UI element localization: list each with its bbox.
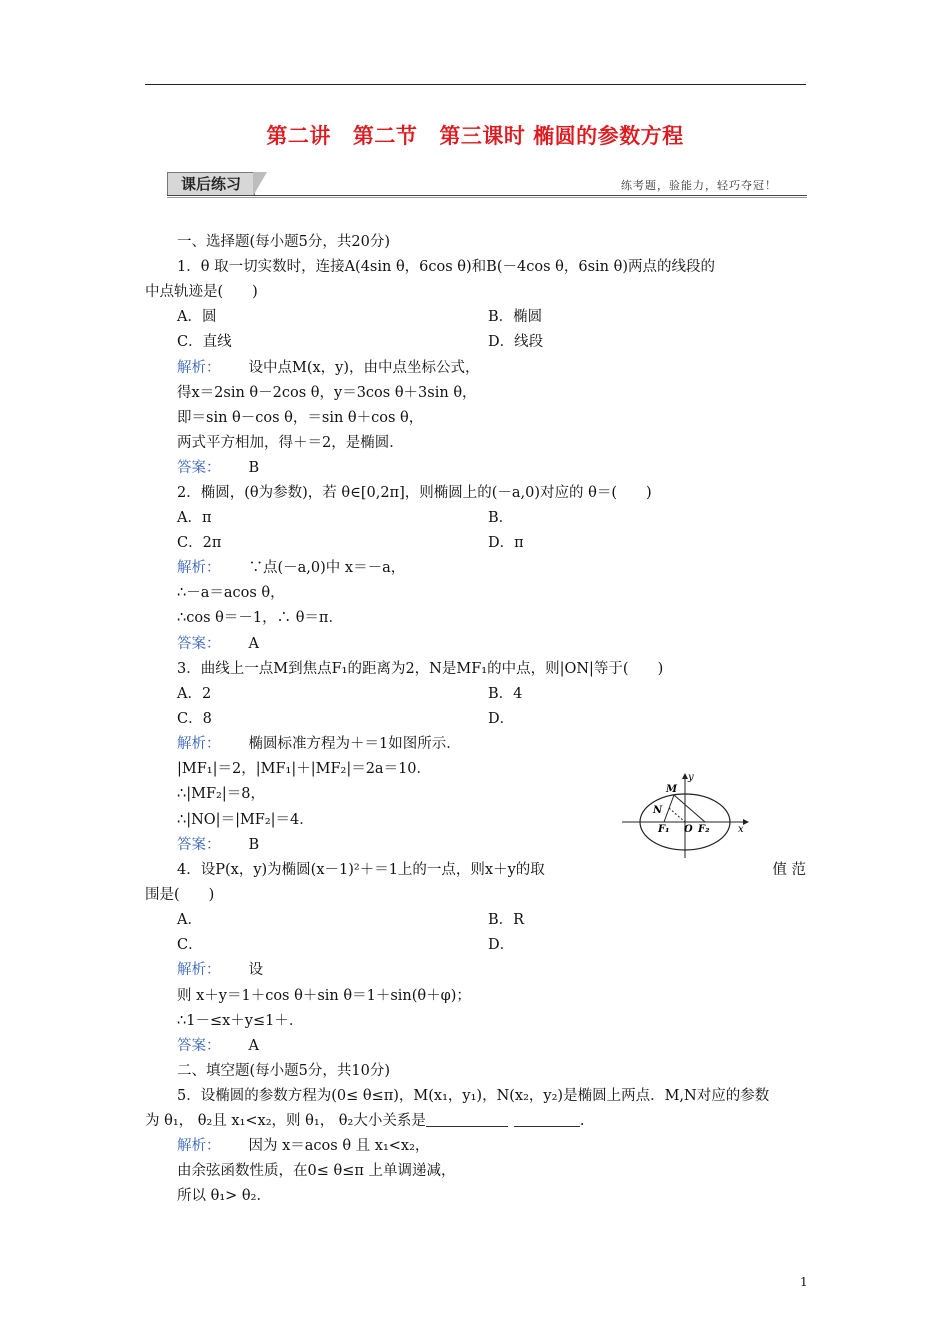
q4-solution-text: 设 (248, 962, 263, 978)
q1-option-b: B．椭圆 (488, 309, 543, 325)
q2-solution-3: ∴cos θ＝－1，∴ θ＝π． (177, 610, 343, 626)
q2-stem: 2．椭圆，(θ为参数)，若 θ∈[0,2π]，则椭圆上的(－a,0)对应的 θ＝( ) (177, 485, 652, 501)
section-heading-choice: 一、选择题(每小题5分，共20分) (177, 234, 390, 250)
answer-label: 答案： (177, 460, 221, 476)
q5-solution-1 (177, 1136, 429, 1156)
q5-answer-blank[interactable] (426, 1112, 508, 1127)
q2-solution-2: ∴－a＝acos θ， (177, 585, 285, 601)
top-rule (145, 84, 806, 85)
solution-label: 解析： (177, 1138, 221, 1154)
solution-label: 解析： (177, 736, 221, 752)
q4-stem-right: 值 范 (772, 862, 806, 878)
q4-solution-2: 则 x＋y＝1＋cos θ＋sin θ＝1＋sin(θ＋φ)； (177, 988, 471, 1004)
q3-stem: 3．曲线上一点M到焦点F₁的距离为2，N是MF₁的中点，则|ON|等于( ) (177, 661, 664, 677)
q1-solution-4: 两式平方相加，得＋＝2，是椭圆． (177, 435, 404, 451)
q1-solution-1 (177, 358, 480, 378)
section-heading-fill: 二、填空题(每小题5分，共10分) (177, 1063, 390, 1079)
answer-label: 答案： (177, 636, 221, 652)
q3-option-c: C．8 (177, 711, 212, 727)
label-m: M (666, 784, 678, 795)
q2-option-d: D．π (488, 535, 524, 551)
label-n: N (653, 805, 663, 816)
q1-option-a: A．圆 (177, 309, 217, 325)
q3-answer (177, 835, 259, 855)
page-number: 1 (800, 1275, 808, 1289)
banner-line-secondary (167, 197, 807, 198)
q5-stem-end: . (579, 1113, 585, 1129)
q4-solution-1 (177, 960, 263, 980)
title-section: 第二节 (352, 123, 418, 148)
solution-label: 解析： (177, 560, 221, 576)
q3-solution-text: 椭圆标准方程为＋＝1如图所示． (248, 736, 461, 752)
q5-solution-3: 所以 θ₁> θ₂． (177, 1188, 271, 1204)
q2-answer-value: A (248, 636, 259, 652)
label-f2: F₂ (698, 824, 710, 835)
q1-option-c: C．直线 (177, 334, 232, 350)
q2-answer (177, 634, 259, 654)
solution-label: 解析： (177, 360, 221, 376)
label-o: O (684, 824, 693, 835)
answer-label: 答案： (177, 1038, 221, 1054)
q4-option-c: C． (177, 937, 203, 953)
q3-option-a: A．2 (177, 686, 212, 702)
q4-answer (177, 1036, 259, 1056)
q3-option-d: D． (488, 711, 515, 727)
q2-solution-1 (177, 558, 405, 578)
q2-option-a: A．π (177, 510, 212, 526)
banner-slogan: 练考题，验能力，轻巧夺冠！ (621, 179, 777, 192)
q4-option-d: D． (488, 937, 515, 953)
q5-stem-cont (145, 1111, 584, 1131)
exercise-tab: 课后练习 (167, 172, 255, 196)
q4-option-a: A． (177, 912, 202, 928)
page-title (0, 120, 950, 150)
q4-solution-3: ∴1－≤x＋y≤1＋． (177, 1013, 304, 1029)
q4-option-b: B．R (488, 912, 525, 928)
q1-option-d: D．线段 (488, 334, 544, 350)
segment-no (669, 808, 685, 822)
exercise-banner (167, 172, 807, 198)
q3-solution-3: ∴|MF₂|＝8， (177, 786, 265, 802)
q1-stem: 1．θ 取一切实数时，连接A(4sin θ，6cos θ)和B(－4cos θ，6sin θ)两点的线段的 (177, 259, 715, 275)
q4-stem-cont: 围是( ) (145, 887, 215, 903)
label-f1: F₁ (658, 824, 670, 835)
q1-answer-value: B (248, 460, 260, 476)
q2-solution-text: ∵点(－a,0)中 x＝－a， (248, 560, 406, 576)
title-lecture: 第二讲 (266, 123, 331, 148)
q1-solution-3: 即＝sin θ－cos θ，＝sin θ＋cos θ， (177, 410, 424, 426)
segment-mf2 (674, 795, 705, 822)
tab-wedge (253, 172, 267, 196)
banner-line (167, 195, 807, 196)
q5-stem: 5．设椭圆的参数方程为(0≤ θ≤π)，M(x₁，y₁)，N(x₂，y₂)是椭圆上两点．M,N对应的参数 (177, 1088, 770, 1104)
q4-stem (177, 860, 806, 880)
title-lesson: 第三课时 椭圆的参数方程 (439, 123, 684, 148)
q1-solution-2: 得x＝2sin θ－2cos θ，y＝3cos θ＋3sin θ， (177, 385, 477, 401)
q5-solution-2: 由余弦函数性质，在0≤ θ≤π 上单调递减， (177, 1163, 456, 1179)
q3-answer-value: B (248, 837, 260, 853)
q1-solution-text: 设中点M(x，y)，由中点坐标公式， (248, 360, 480, 376)
q2-option-b: B． (488, 510, 514, 526)
label-x: x (738, 824, 744, 835)
answer-label: 答案： (177, 837, 221, 853)
q1-stem-cont: 中点轨迹是( ) (145, 284, 258, 300)
q1-answer (177, 458, 259, 478)
q5-solution-text: 因为 x＝acos θ 且 x₁<x₂， (248, 1138, 430, 1154)
label-y: y (688, 772, 694, 783)
q2-option-c: C．2π (177, 535, 222, 551)
q5-answer-blank-2[interactable] (514, 1112, 580, 1127)
q4-answer-value: A (248, 1038, 259, 1054)
ellipse-figure (620, 770, 755, 860)
q3-option-b: B．4 (488, 686, 523, 702)
q4-stem-left: 4．设P(x，y)为椭圆(x－1)²＋＝1上的一点，则x＋y的取 (177, 862, 545, 878)
q3-solution-2: |MF₁|＝2，|MF₁|＋|MF₂|＝2a＝10． (177, 761, 432, 777)
q5-stem-text: 为 θ₁， θ₂且 x₁<x₂，则 θ₁， θ₂大小关系是 (145, 1113, 426, 1129)
solution-label: 解析： (177, 962, 221, 978)
q3-solution-1 (177, 734, 461, 754)
q3-solution-4: ∴|NO|＝|MF₂|＝4． (177, 812, 314, 828)
